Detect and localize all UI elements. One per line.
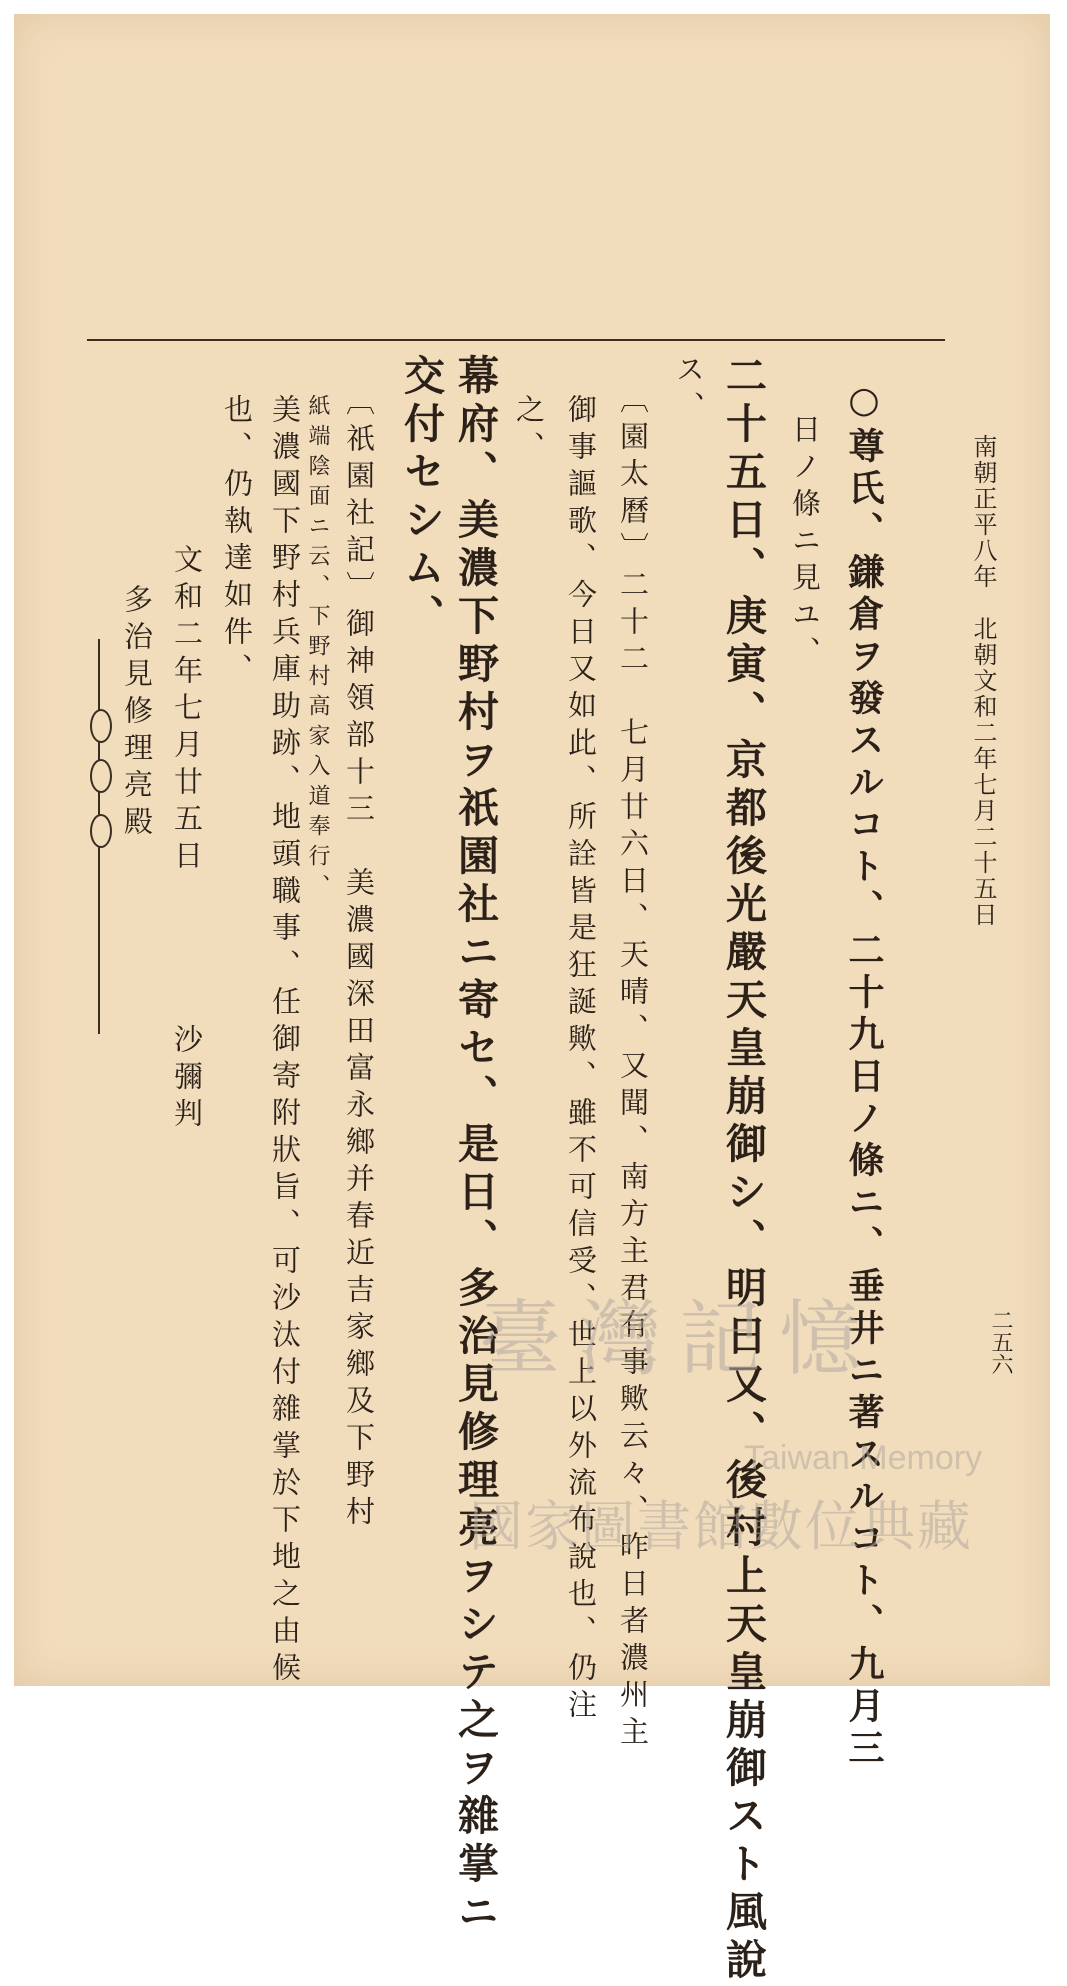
addressee-line: 多治見修理亮殿 bbox=[120, 584, 154, 843]
text-column-4: ス、 bbox=[672, 354, 706, 428]
text-column-12: 美濃國下野村兵庫助跡、地頭職事、任御寄附狀旨、可沙汰付雜掌於下地之由候 bbox=[268, 394, 302, 1689]
ornament-middle bbox=[90, 759, 112, 793]
watermark-cjk: 臺灣記憶 bbox=[479, 1292, 880, 1387]
text-column-2: 日ノ條ニ見ユ、 bbox=[788, 414, 822, 673]
watermark-english: Taiwan Memory bbox=[744, 1439, 983, 1477]
text-column-7: 之、 bbox=[512, 394, 546, 468]
signature-line: 沙彌判 bbox=[170, 1024, 204, 1135]
ornament-lower bbox=[90, 814, 112, 848]
text-column-6: 御事謳歌、今日又如此、所詮皆是狂誕歟、雖不可信受、世上以外流布說也、仍注 bbox=[564, 394, 598, 1726]
text-column-3: 二十五日、庚寅、京都後光嚴天皇崩御シ、明日又、後村上天皇崩御スト風說 bbox=[719, 354, 767, 1986]
text-column-9: 交付セシム、 bbox=[397, 354, 445, 642]
header-rule bbox=[87, 339, 945, 341]
text-column-10: 〔祇園社記〕御神領部十三 美濃國深田富永鄉并春近吉家鄉及下野村 bbox=[342, 386, 376, 1533]
running-header: 南朝正平八年 北朝文和二年七月二十五日 bbox=[969, 434, 997, 928]
date-line: 文和二年七月廿五日 bbox=[170, 544, 204, 877]
text-column-11: 紙端陰面ニ云、下野村高家入道奉行、 bbox=[305, 394, 330, 904]
text-column-1: ○尊氏、鎌倉ヲ發スルコト、二十九日ノ條ニ、垂井ニ著スルコト、九月三 bbox=[843, 379, 885, 1771]
ornament-upper bbox=[90, 709, 112, 743]
watermark-library: 國家圖書館數位典藏 bbox=[469, 1495, 973, 1558]
text-column-5: 〔園太曆〕二十二 七月廿六日、天晴、又聞、南方主君有事歟云々、昨日者濃州主 bbox=[616, 384, 650, 1753]
document-page bbox=[14, 14, 1050, 1986]
text-column-13: 也、仍執達如件、 bbox=[220, 394, 254, 690]
page-number: 二五六 bbox=[988, 1309, 1013, 1375]
text-column-8: 幕府、美濃下野村ヲ祇園社ニ寄セ、是日、多治見修理亮ヲシテ之ヲ雜掌ニ bbox=[451, 354, 499, 1938]
